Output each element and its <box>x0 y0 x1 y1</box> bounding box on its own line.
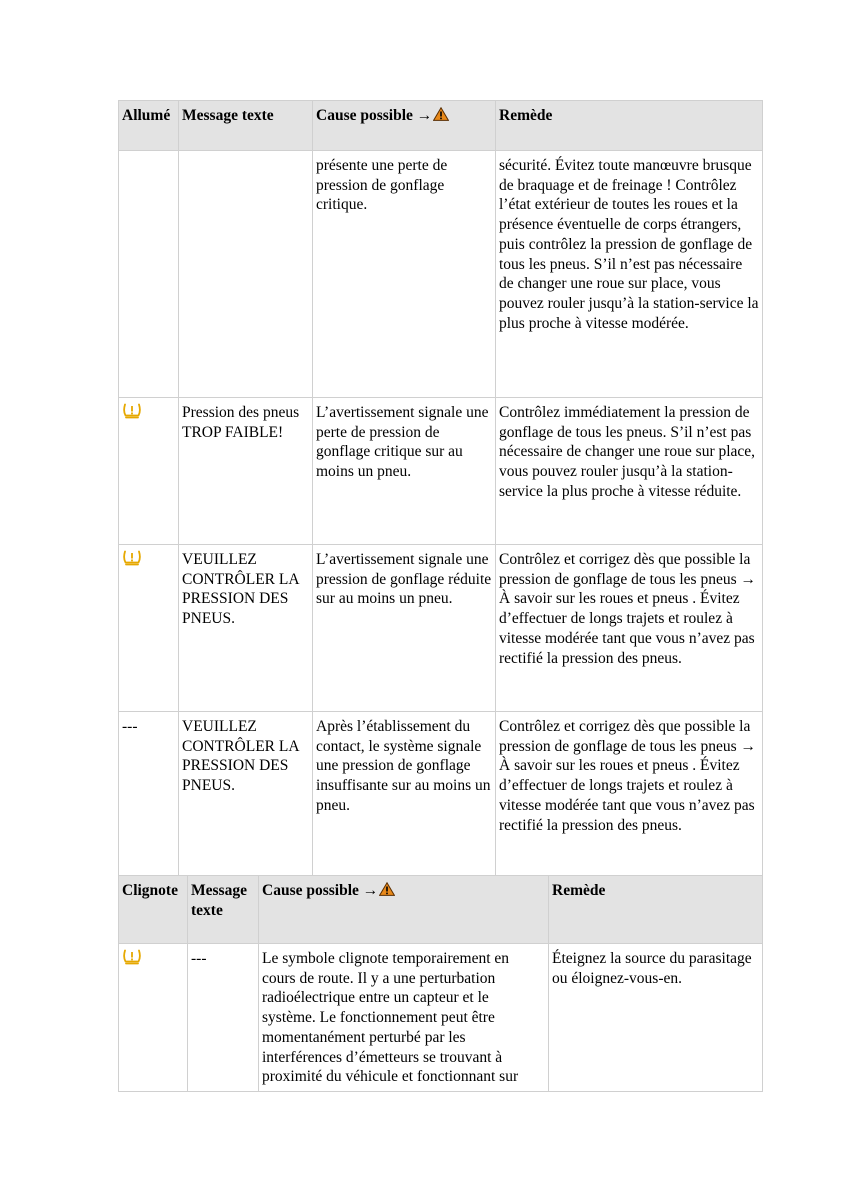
tire-pressure-icon <box>122 550 142 566</box>
message-cell: --- <box>188 944 259 1092</box>
table-header-row <box>119 876 763 944</box>
cause-cell: L’avertissement signale une perte de pression de gonflage critique sur au moins un pneu. <box>313 398 496 545</box>
header-cause-label: Cause possible → <box>316 107 433 124</box>
header-remede: Remède <box>549 876 763 944</box>
header-remede: Remède <box>496 101 763 151</box>
warning-triangle-icon <box>433 107 449 121</box>
cause-cell: présente une perte de pression de gonflage critique. <box>313 151 496 398</box>
table-row <box>119 944 763 1092</box>
header-cause <box>313 101 496 151</box>
status-table-clignote <box>118 875 763 1092</box>
remede-cell: sécurité. Évitez toute manœuvre brusque de braquage et de freinage ! Contrôlez l’état extérieur de toutes les roues et la présence éventuelle de corps étrangers, puis contrôlez la pression de gonflage de tous les pneus. S’il n’est pas nécessaire de changer une roue sur place, vous pouvez rouler jusqu’à la station-service la plus proche à vitesse modérée. <box>496 151 763 398</box>
indicator-cell: --- <box>119 712 179 878</box>
tire-pressure-icon <box>122 949 142 965</box>
indicator-cell <box>119 944 188 1092</box>
header-cause <box>259 876 549 944</box>
tire-pressure-icon <box>122 403 142 419</box>
remede-cell: Contrôlez immédiatement la pression de gonflage de tous les pneus. S’il n’est pas nécessaire de changer une roue sur place, vous pouvez rouler jusqu’à la station-service la plus proche à vitesse réduite. <box>496 398 763 545</box>
warning-triangle-icon <box>379 882 395 896</box>
table-header-row <box>119 101 763 151</box>
cause-cell: L’avertissement signale une pression de gonflage réduite sur au moins un pneu. <box>313 545 496 712</box>
indicator-cell <box>119 151 179 398</box>
table-row <box>119 398 763 545</box>
remede-cell: Contrôlez et corrigez dès que possible la pression de gonflage de tous les pneus → À savoir sur les roues et pneus . Évitez d’effectuer de longs trajets et roulez à vitesse modérée tant que vous n’avez pas rectifié la pression des pneus. <box>496 712 763 878</box>
status-table-allume <box>118 100 763 878</box>
message-cell <box>179 151 313 398</box>
cause-cell: Après l’établissement du contact, le système signale une pression de gonflage insuffisante sur au moins un pneu. <box>313 712 496 878</box>
cause-cell: Le symbole clignote temporairement en cours de route. Il y a une perturbation radioélectrique entre un capteur et le système. Le fonctionnement peut être momentanément perturbé par les interférences d’émetteurs se trouvant à proximité du véhicule et fonctionnant sur <box>259 944 549 1092</box>
header-message: Message texte <box>179 101 313 151</box>
message-cell: Pression des pneus TROP FAIBLE! <box>179 398 313 545</box>
header-cause-label: Cause possible → <box>262 882 379 899</box>
table-row <box>119 712 763 878</box>
message-cell: VEUILLEZ CONTRÔLER LA PRESSION DES PNEUS. <box>179 545 313 712</box>
indicator-cell <box>119 398 179 545</box>
message-cell: VEUILLEZ CONTRÔLER LA PRESSION DES PNEUS. <box>179 712 313 878</box>
remede-cell: Éteignez la source du parasitage ou éloignez-vous-en. <box>549 944 763 1092</box>
header-message: Message texte <box>188 876 259 944</box>
header-allume: Allumé <box>119 101 179 151</box>
indicator-cell <box>119 545 179 712</box>
header-clignote: Clignote <box>119 876 188 944</box>
remede-cell: Contrôlez et corrigez dès que possible la pression de gonflage de tous les pneus → À savoir sur les roues et pneus . Évitez d’effectuer de longs trajets et roulez à vitesse modérée tant que vous n’avez pas rectifié la pression des pneus. <box>496 545 763 712</box>
table-row <box>119 151 763 398</box>
table-row <box>119 545 763 712</box>
